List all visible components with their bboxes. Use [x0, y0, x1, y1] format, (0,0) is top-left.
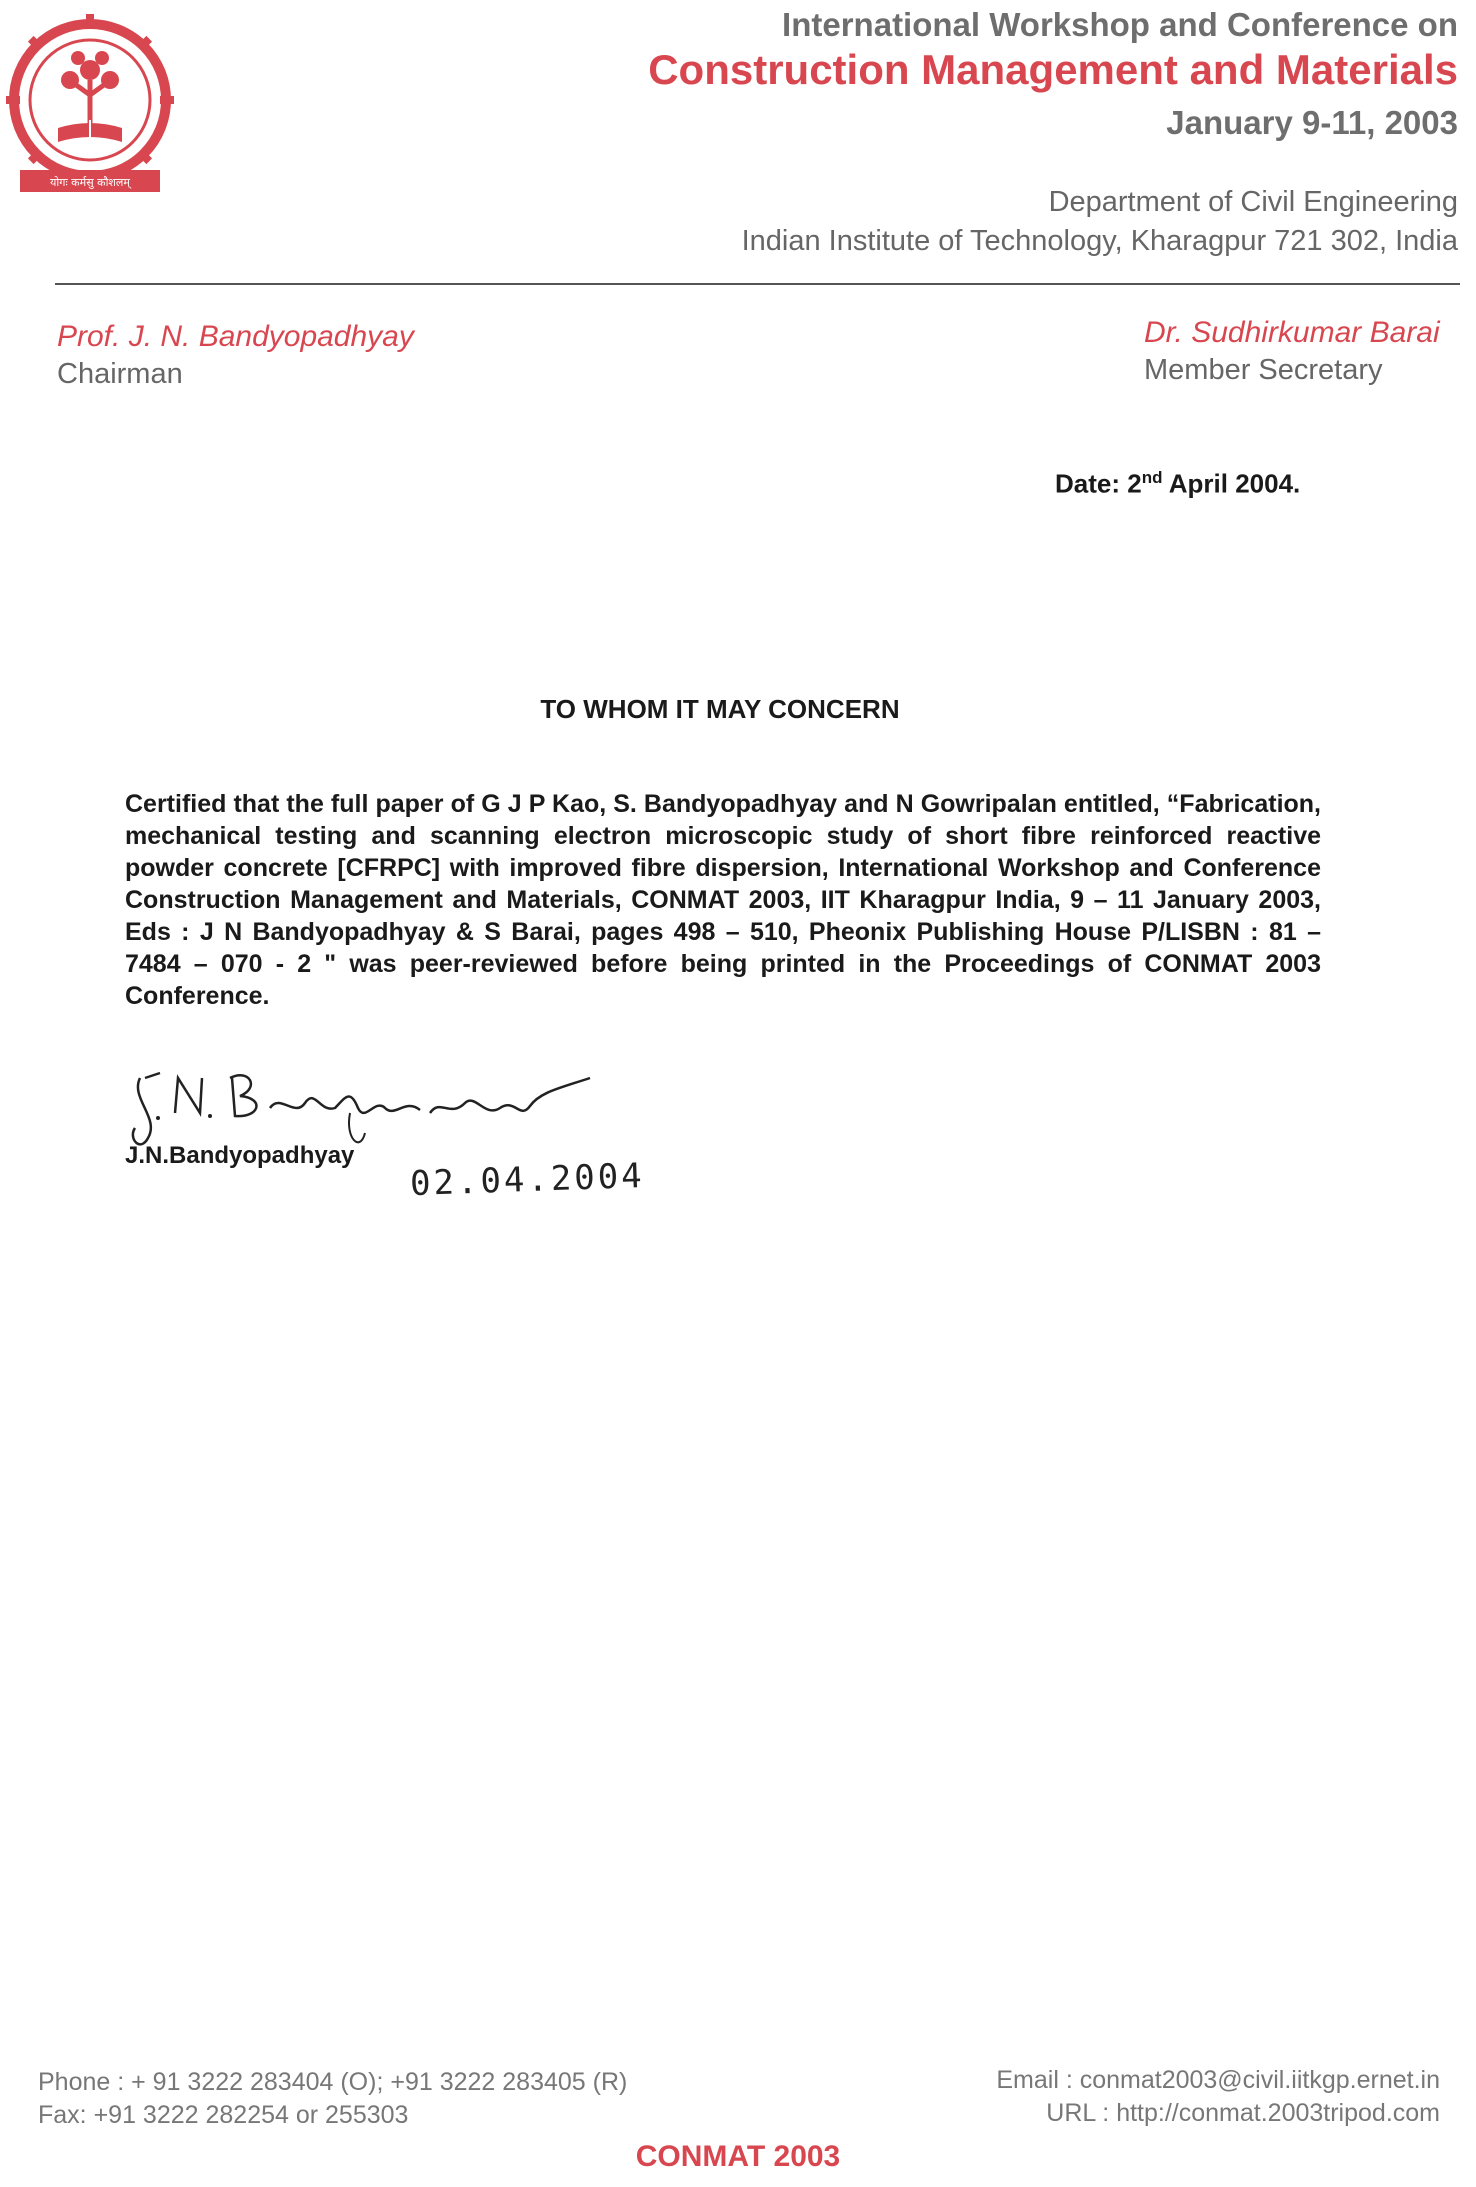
department-name: Department of Civil Engineering [1048, 186, 1458, 218]
header-divider [55, 283, 1460, 285]
institute-logo [0, 10, 180, 200]
footer-url: URL : http://conmat.2003tripod.com [1046, 2099, 1440, 2127]
secretary-role: Member Secretary [1144, 354, 1383, 386]
chairman-role: Chairman [57, 358, 183, 390]
date-prefix: Date: 2 [1055, 468, 1142, 499]
footer-brand: CONMAT 2003 [635, 2140, 841, 2173]
chairman-name: Prof. J. N. Bandyopadhyay [57, 320, 414, 353]
footer-phone: Phone : + 91 3222 283404 (O); +91 3222 283405 (R) [38, 2068, 628, 2096]
footer-email: Email : conmat2003@civil.iitkgp.ernet.in [996, 2066, 1440, 2094]
footer-fax: Fax: +91 3222 282254 or 255303 [38, 2101, 409, 2129]
conference-title-line1: International Workshop and Conference on [782, 6, 1458, 43]
conference-title-line2: Construction Management and Materials [648, 46, 1458, 93]
date-suffix: April 2004. [1162, 468, 1301, 499]
signer-name: J.N.Bandyopadhyay [125, 1142, 355, 1169]
logo-motto: योगः कर्मसु कौशलम् [50, 176, 130, 189]
certification-paragraph: Certified that the full paper of G J P Kao, S. Bandyopadhyay and N Gowripalan entitled, “Fabrication, mechanical testing and scanning electron microscopic study of short fibre reinforced reactive powder concrete [CFRPC] with improved fibre dispersion, International Workshop and Conference Construction Management and Materials, CONMAT 2003, IIT Kharagpur India, 9 – 11 January 2003, Eds : J N Bandyopadhyay & S Barai, pages 498 – 510, Pheonix Publishing House P/LISBN : 81 – 7484 – 070 - 2 " was peer-reviewed before being printed in the Proceedings of CONMAT 2003 Conference. [125, 790, 1321, 1010]
secretary-name: Dr. Sudhirkumar Barai [1144, 316, 1440, 349]
institute-address: Indian Institute of Technology, Kharagpur 721 302, India [741, 225, 1458, 257]
signature-date: 02.04.2004 [409, 1155, 646, 1205]
letter-subject: TO WHOM IT MAY CONCERN [540, 694, 900, 724]
date-superscript: nd [1141, 468, 1163, 487]
conference-dates: January 9-11, 2003 [1166, 104, 1458, 141]
letter-date [1055, 468, 1300, 500]
